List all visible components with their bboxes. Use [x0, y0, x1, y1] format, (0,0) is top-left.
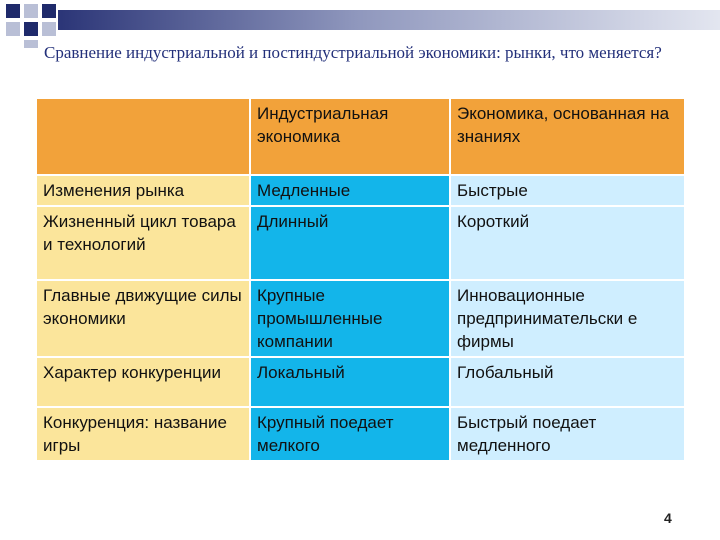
- header-gradient-bar: [58, 10, 720, 30]
- industrial-cell: Крупные промышленные компании: [251, 281, 449, 356]
- comparison-table: [35, 97, 686, 462]
- knowledge-cell: Инновационные предпринимательски е фирмы: [451, 281, 684, 356]
- row-label: Главные движущие силы экономики: [37, 281, 249, 356]
- industrial-cell: Локальный: [251, 358, 449, 406]
- knowledge-cell: Глобальный: [451, 358, 684, 406]
- table-row: [37, 176, 684, 205]
- knowledge-cell: Быстрые: [451, 176, 684, 205]
- table-header-row: [37, 99, 684, 174]
- table-row: [37, 408, 684, 460]
- industrial-cell: Крупный поедает мелкого: [251, 408, 449, 460]
- page-number: 4: [664, 510, 672, 526]
- row-label: Конкуренция: название игры: [37, 408, 249, 460]
- table-row: [37, 207, 684, 279]
- header-cell-empty: [37, 99, 249, 174]
- header-cell-knowledge: Экономика, основанная на знаниях: [451, 99, 684, 174]
- header-cell-industrial: Индустриальная экономика: [251, 99, 449, 174]
- table-row: [37, 358, 684, 406]
- knowledge-cell: Быстрый поедает медленного: [451, 408, 684, 460]
- table-row: [37, 281, 684, 356]
- row-label: Изменения рынка: [37, 176, 249, 205]
- row-label: Характер конкуренции: [37, 358, 249, 406]
- industrial-cell: Длинный: [251, 207, 449, 279]
- knowledge-cell: Короткий: [451, 207, 684, 279]
- slide-title: Сравнение индустриальной и постиндустриальной экономики: рынки, что меняется?: [44, 43, 662, 62]
- industrial-cell: Медленные: [251, 176, 449, 205]
- row-label: Жизненный цикл товара и технологий: [37, 207, 249, 279]
